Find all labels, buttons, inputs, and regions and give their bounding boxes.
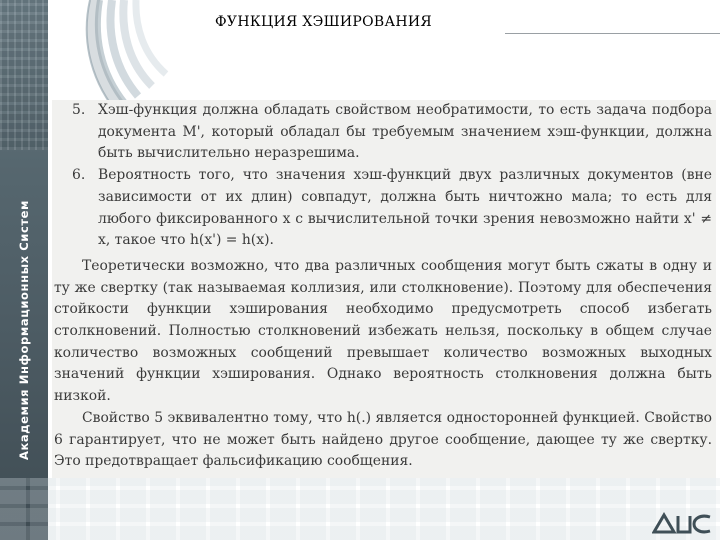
paragraph-collisions: Теоретически возможно, что два различных сообщения могут быть сжаты в одну и ту же свертку (так называемая коллизия, или столкновение). Поэтому для обеспечения стойкости функции хэширования необходимо предусмотреть способ избегать столкновений. Полностью столкновений избежать нельзя, поскольку в общем случае количество возможных сообщений превышает количество возможных выходных значений функции хэширования. Однако вероятность столкновения должна быть низкой. [54, 257, 712, 405]
paragraph-properties: Свойство 5 эквивалентно тому, что h(.) является односторонней функцией. Свойство 6 гарантирует, что не может быть найдено другое сообщение, дающее ту же свертку. Это предотвращает фальсификацию сообщения. [54, 409, 712, 470]
list-item [52, 165, 716, 252]
side-band [0, 0, 48, 540]
ais-logo-icon [652, 512, 714, 534]
scanned-text-block [52, 100, 716, 478]
list-item-number: 5. [72, 102, 86, 118]
title-underline [505, 33, 720, 34]
side-label: Академия Информационных Систем [17, 199, 31, 461]
list-item-text: Хэш-функция должна обладать свойством необратимости, то есть задача подбора документа М', который обладал бы требуемым значением хэш-функции, должна быть вычислительно неразрешима. [98, 102, 712, 162]
page-title: ФУНКЦИЯ ХЭШИРОВАНИЯ [215, 14, 433, 30]
list-item [52, 100, 716, 165]
side-band-texture [0, 0, 48, 150]
list-item-number: 6. [72, 167, 86, 184]
keyboard-decoration [0, 478, 720, 540]
list-item-text: Вероятность того, что значения хэш-функций двух различных документов (вне зависимости от их длин) совпадут, должна быть ничтожно мала; то есть для любого фиксированного х с вычислительной точки зрения невозможно найти х' ≠ х, такое что h(x') = h(x). [98, 167, 712, 249]
